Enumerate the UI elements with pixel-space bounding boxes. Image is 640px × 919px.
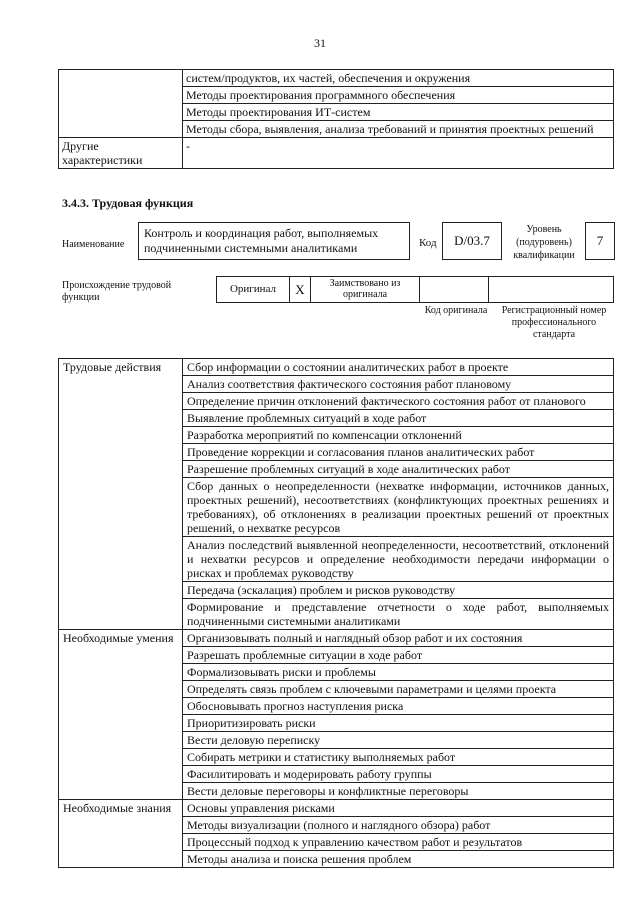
table-row: Анализ соответствия фактического состояния работ плановому <box>183 376 614 393</box>
table-row: Выявление проблемных ситуаций в ходе работ <box>183 410 614 427</box>
code-original-cell <box>419 277 489 302</box>
table-row: Разработка мероприятий по компенсации отклонений <box>183 427 614 444</box>
table-row: Методы визуализации (полного и наглядного обзора) работ <box>183 817 614 834</box>
original-label: Оригинал <box>217 277 290 302</box>
original-mark: X <box>290 277 311 302</box>
main-table <box>58 358 614 868</box>
table-row: Вести деловую переписку <box>183 732 614 749</box>
table-row: Формализовывать риски и проблемы <box>183 664 614 681</box>
function-code: D/03.7 <box>442 222 502 260</box>
name-label: Наименование <box>62 239 125 250</box>
origin-label: Происхождение трудовой функции <box>62 280 172 303</box>
table-row: Сбор информации о состоянии аналитических работ в проекте <box>183 359 614 376</box>
top-row-item: систем/продуктов, их частей, обеспечения и окружения <box>183 70 614 87</box>
labor-actions-label: Трудовые действия <box>59 359 183 630</box>
other-characteristics-label: Другие характеристики <box>59 138 183 169</box>
borrowed-label: Заимствовано из оригинала <box>329 278 401 300</box>
table-row: Разрешать проблемные ситуации в ходе работ <box>183 647 614 664</box>
table-row: Определение причин отклонений фактического состояния работ от планового <box>183 393 614 410</box>
table-row: Собирать метрики и статистику выполняемых работ <box>183 749 614 766</box>
reg-number-label: Регистрационный номер профессионального стандарта <box>501 305 607 340</box>
table-row: Анализ последствий выявленной неопределенности, несоответствий, отклонений и нехватки ресурсов и определение необходимости передачи информации о рисках и проблемах руководству <box>183 537 614 582</box>
code-label: Код <box>419 237 437 249</box>
top-row-item: Методы сбора, выявления, анализа требований и принятия проектных решений <box>183 121 614 138</box>
table-row: Разрешение проблемных ситуаций в ходе аналитических работ <box>183 461 614 478</box>
table-row: Методы анализа и поиска решения проблем <box>183 851 614 868</box>
top-row-item: Методы проектирования программного обеспечения <box>183 87 614 104</box>
page-number: 31 <box>314 36 326 50</box>
other-characteristics-value: - <box>183 138 614 169</box>
code-original-label: Код оригинала <box>424 305 488 316</box>
table-row: Передача (эскалация) проблем и рисков руководству <box>183 582 614 599</box>
table-row: Организовывать полный и наглядный обзор работ и их состояния <box>183 630 614 647</box>
required-knowledge-label: Необходимые знания <box>59 800 183 868</box>
table-row: Проведение коррекции и согласования планов аналитических работ <box>183 444 614 461</box>
table-row: Основы управления рисками <box>183 800 614 817</box>
qualification-level: 7 <box>585 222 615 260</box>
function-name: Контроль и координация работ, выполняемых подчиненными системными аналитиками <box>138 222 410 260</box>
table-row: Формирование и представление отчетности о ходе работ, выполняемых подчиненными системными аналитиками <box>183 599 614 630</box>
table-row: Фасилитировать и модерировать работу группы <box>183 766 614 783</box>
level-label: Уровень (подуровень) квалификации <box>513 224 575 261</box>
required-skills-label: Необходимые умения <box>59 630 183 800</box>
table-row: Приоритизировать риски <box>183 715 614 732</box>
top-row-item: Методы проектирования ИТ-систем <box>183 104 614 121</box>
table-row: Сбор данных о неопределенности (нехватке информации, источников данных, проектных решений), несоответствиях (конфликтующих проектных решениях и требованиях), об отклонениях в реализации проектных решений от проектных решений, о нехватке ресурсов <box>183 478 614 537</box>
table-row: Вести деловые переговоры и конфликтные переговоры <box>183 783 614 800</box>
table-row: Обосновывать прогноз наступления риска <box>183 698 614 715</box>
top-row-label <box>59 70 183 138</box>
table-row: Определять связь проблем с ключевыми параметрами и целями проекта <box>183 681 614 698</box>
section-heading: 3.4.3. Трудовая функция <box>62 196 194 210</box>
top-table <box>58 69 614 169</box>
origin-box <box>216 276 614 303</box>
table-row: Процессный подход к управлению качеством работ и результатов <box>183 834 614 851</box>
